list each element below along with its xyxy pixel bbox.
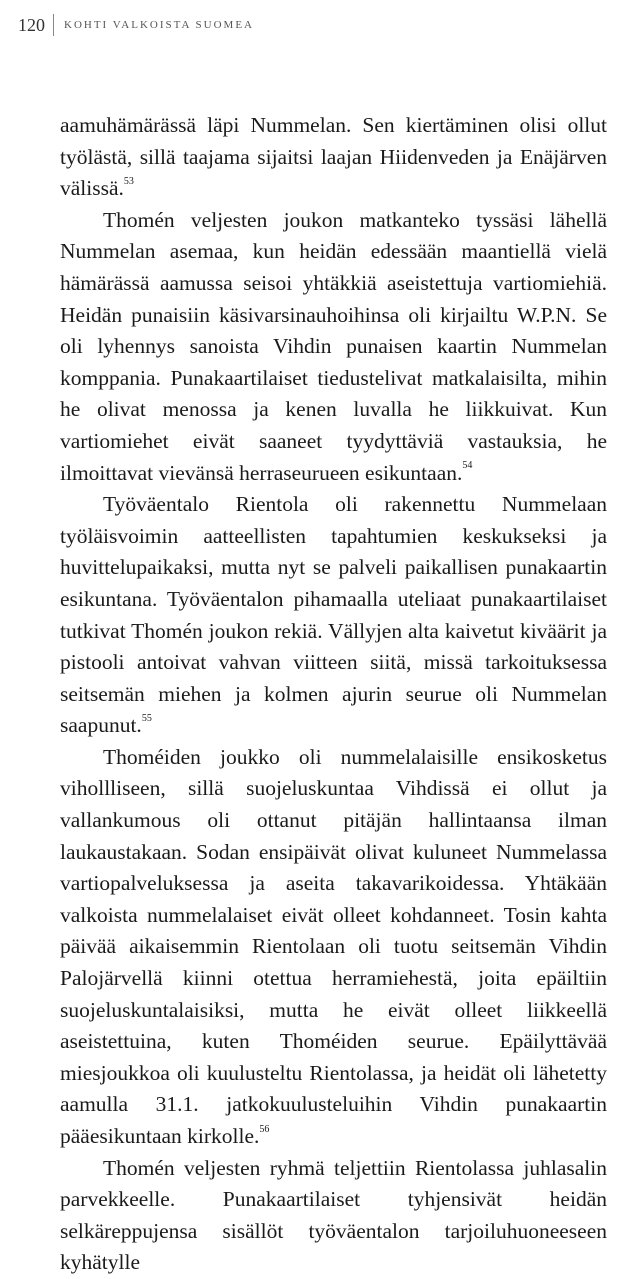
paragraph: Työväentalo Rientola oli rakennettu Nummelaan työläisvoimin aatteellisten tapahtumien keskukseksi ja huvittelupaikaksi, mutta nyt se palveli paikallisen punakaartin esikuntana. Työväentalon pihamaalla uteliaat punakaartilaiset tutkivat Thomén joukon rekiä. Vällyjen alta kaivetut kiväärit ja pistooli antoivat vahvan viitteen siitä, missä tarkoituksessa seitsemän miehen ja kolmen ajurin seurue oli Nummelan saapunut.$^{55}$ [60, 492, 607, 738]
paragraph: Thomén veljesten ryhmä teljettiin Rientolassa juhlasalin parvekkeelle. Punakaartilaiset tyhjensivät heidän selkäreppujensa sisällöt työväentalon tarjoiluhuoneeseen kyhätylle [60, 1155, 607, 1275]
footnote-ref[interactable]: 55 [141, 713, 152, 725]
paragraph: Thoméiden joukko oli nummelalaisille ensikosketus vihollliseen, sillä suojeluskuntaa Vihdissä ei ollut ja vallankumous oli ottanut pitäjän hallintaansa ilman laukaustakaan. Sodan ensipäivät olivat kuluneet Nummelassa vartiopalveluksessa ja aseita takavarikoidessa. Yhtäkään valkoista nummelalaiset eivät olleet kohdanneet. Tosin kahta päivää aikaisemmin Rientolaan oli tuotu seitsemän Vihdin Palojärvellä kiinni otettua herramiehestä, joita epäiltiin suojeluskuntalaisiksi, mutta he eivät olleet liikkeellä aseistettuina, kuten Thoméiden seurue. Epäilyttävää miesjoukkoa oli kuulusteltu Rientolassa, ja heidät oli lähetetty aamulla 31.1. jatkokuulusteluihin Vihdin punakaartin pääesikuntaan kirkolle.$^{56}$ [60, 744, 607, 1148]
header-divider [53, 14, 54, 36]
footnote-ref[interactable]: 53 [123, 176, 134, 188]
running-head [18, 14, 254, 36]
book-title: KOHTI VALKOISTA SUOMEA [64, 19, 254, 31]
page-number: 120 [18, 14, 45, 35]
footnote-ref[interactable]: 54 [462, 460, 473, 472]
body-text [60, 110, 607, 1279]
paragraph: Thomén veljesten joukon matkanteko tyssäsi lähellä Nummelan asemaa, kun heidän edessään maantiellä vielä hämärässä aamussa seisoi yhtäkkiä aseistettuja vartiomiehiä. Heidän punaisiin käsivarsinauhoihinsa oli kirjailtu W.P.N. Se oli lyhennys sanoista Vihdin punaisen kaartin Nummelan komppania. Punakaartilaiset tiedustelivat matkalaisilta, mihin he olivat menossa ja kenen luvalla he liikkuivat. Kun vartiomiehet eivät saaneet tyydyttäviä vastauksia, he ilmoittavat vievänsä herraseurueen esikuntaan.$^{54}$ [60, 207, 607, 485]
paragraph: aamuhämärässä läpi Nummelan. Sen kiertäminen olisi ollut työlästä, sillä taajama sijaitsi laajan Hiidenveden ja Enäjärven välissä.$^{53}$ [60, 113, 607, 201]
footnote-ref[interactable]: 56 [259, 1123, 270, 1135]
